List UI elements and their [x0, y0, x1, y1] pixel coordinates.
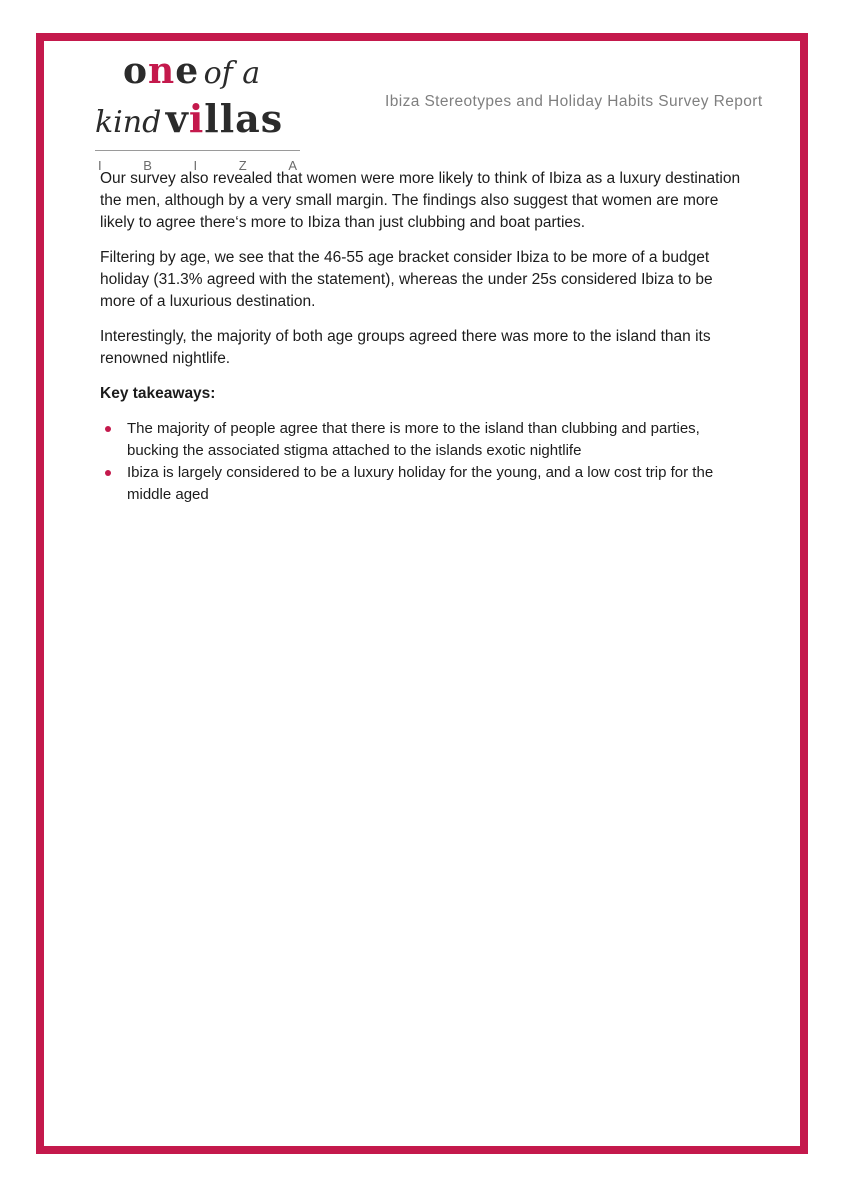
report-title: Ibiza Stereotypes and Holiday Habits Survey Report: [385, 93, 763, 110]
logo-line-two: [95, 96, 300, 147]
logo-letter: llas: [204, 96, 284, 141]
logo-script-of-a: of a: [203, 56, 261, 91]
logo-line-one: [95, 50, 300, 100]
logo-accent-letter: n: [148, 50, 176, 92]
logo-word-villas: [166, 96, 283, 141]
bullet-text: Ibiza is largely considered to be a luxury holiday for the young, and a low cost trip for the middle aged: [127, 464, 714, 503]
document-body: [100, 168, 741, 506]
list-item: [100, 462, 741, 506]
logo-letter: e: [175, 50, 200, 92]
paragraph: Our survey also revealed that women were more likely to think of Ibiza as a luxury destination the men, although by a very small margin. The findings also suggest that women are more likely to agree there‘s more to Ibiza than just clubbing and boat parties.: [100, 170, 741, 231]
takeaways-heading: Key takeaways:: [100, 385, 216, 402]
bullet-icon: [105, 470, 111, 476]
logo-sub-letter: B: [143, 158, 152, 173]
logo-divider: [95, 150, 300, 151]
logo-sub-letter: Z: [238, 158, 247, 173]
logo-sub-letter: I: [98, 158, 102, 173]
paragraph: Filtering by age, we see that the 46-55 age bracket consider Ibiza to be more of a budget holiday (31.3% agreed with the statement), whereas the under 25s considered Ibiza to be more of a luxurious destination.: [100, 249, 713, 310]
logo-sub-letter: I: [193, 158, 198, 173]
logo-accent-letter: i: [188, 96, 205, 141]
takeaways-list: [100, 418, 741, 506]
bullet-icon: [105, 426, 111, 432]
bullet-text: The majority of people agree that there is more to the island than clubbing and parties, bucking the associated stigma attached to the islands exotic nightlife: [127, 420, 700, 459]
logo-letter: o: [123, 50, 149, 92]
logo-script-kind: kind: [95, 105, 162, 140]
logo-word-one: [123, 50, 199, 92]
logo-sub-letter: A: [288, 158, 297, 173]
logo-letter: v: [165, 96, 189, 141]
paragraph: Interestingly, the majority of both age groups agreed there was more to the island than its renowned nightlife.: [100, 328, 711, 367]
list-item: [100, 418, 741, 462]
brand-logo: [95, 50, 300, 173]
